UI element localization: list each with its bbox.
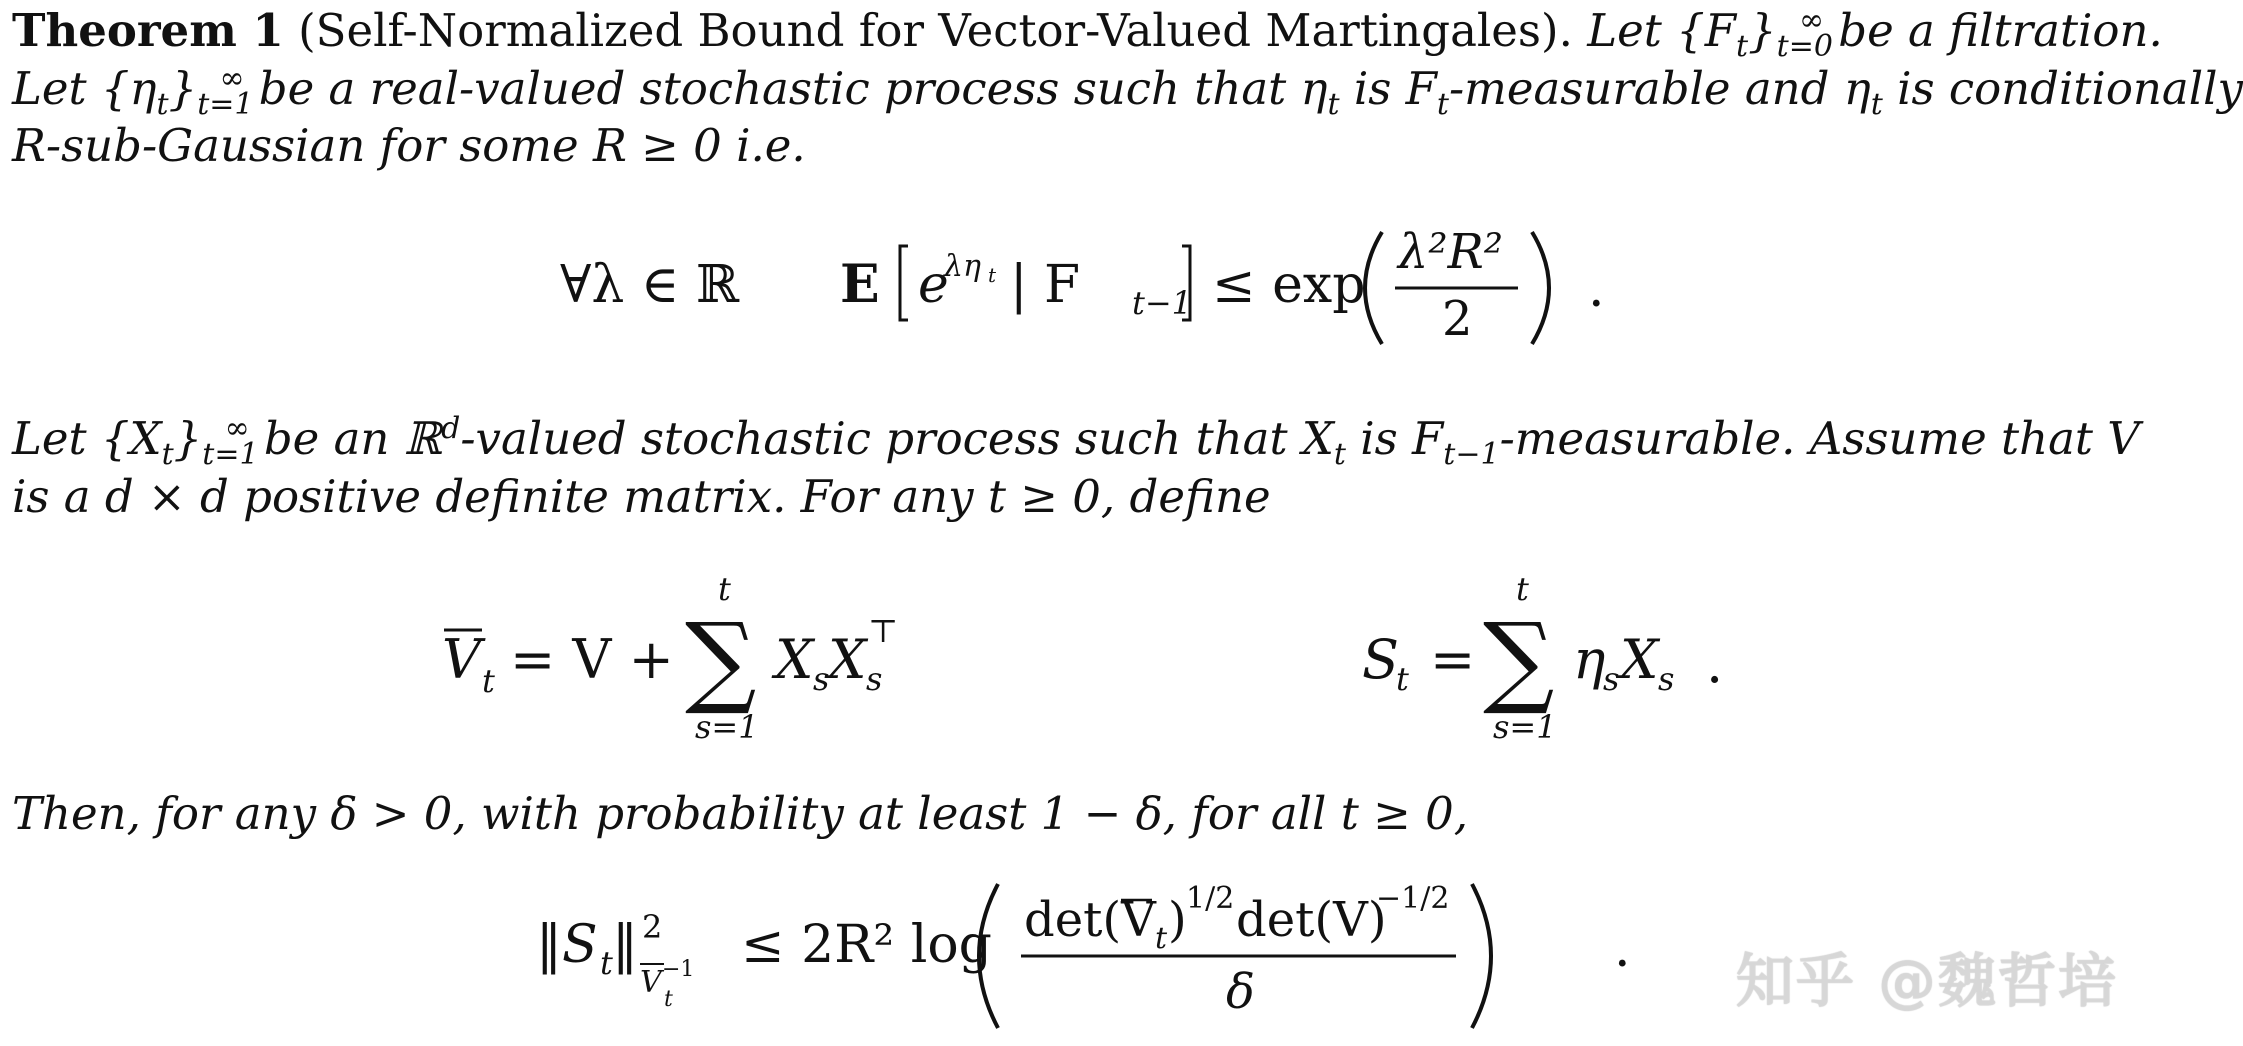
svg-text:s: s [1658,660,1675,698]
svg-text:.: . [1588,259,1605,319]
filtration-rest: be a filtration. [1823,4,2163,57]
svg-text:t: t [664,987,673,1012]
svg-text:=: = [1430,628,1476,691]
svg-text:.: . [1706,632,1724,695]
svg-text:t: t [482,662,495,700]
svg-text:≤ 2R² log: ≤ 2R² log [741,915,992,975]
svg-text:V: V [442,628,481,691]
svg-text:η: η [1573,628,1606,691]
svg-text:s=1: s=1 [695,708,759,746]
svg-text:s: s [1603,660,1620,698]
para3: Then, for any δ > 0, with probability at least 1 − δ, for all t ≥ 0, [12,787,1469,840]
svg-text:X: X [775,628,814,691]
svg-text:s: s [866,660,883,698]
para2-line-2: is a d × d positive definite matrix. For any t ≥ 0, define [12,470,1271,523]
svg-text:≤ exp: ≤ exp [1212,255,1366,315]
svg-text:S: S [1362,628,1399,691]
svg-text:−1: −1 [662,957,695,982]
filtration-start: Let {F [1587,4,1736,57]
svg-text:1/2: 1/2 [1186,881,1235,916]
svg-text:= V +: = V + [510,628,674,691]
svg-text:t: t [1155,921,1168,956]
svg-text:det(V): det(V) [1236,892,1387,948]
eq1-forall: ∀λ ∈ ℝ [560,255,740,315]
svg-text:det(V: det(V [1024,892,1156,948]
svg-text:t: t [988,263,997,287]
theorem-line-3: R-sub-Gaussian for some R ≥ 0 i.e. [12,119,806,172]
svg-text:s=1: s=1 [1493,708,1557,746]
svg-text:‖S: ‖S [536,915,598,975]
svg-text:t: t [1516,570,1529,608]
svg-text:X: X [1620,628,1659,691]
watermark: 知乎 @魏哲培 [1735,947,2118,1015]
svg-text:s: s [813,660,830,698]
svg-text:∑: ∑ [1483,601,1555,718]
equation-subgaussian [540,210,1640,360]
svg-text:λη: λη [944,249,981,284]
svg-text:⊤: ⊤ [868,612,899,650]
theorem-line-1: Theorem 1 (Self-Normalized Bound for Vector-Valued Martingales). Let $\{F_t\}_{t=0}^\infty$ be a filtration. [12,3,2163,64]
svg-text:‖: ‖ [612,915,638,975]
svg-text:∑: ∑ [685,601,757,718]
theorem-line-2: Let $\{\eta_t\}_{t=1}^\infty$ be a real-valued stochastic process such that $\eta_t$ is $F_t$-measurable and $\eta_t$ is conditionally [12,61,2243,122]
svg-text:−1/2: −1/2 [1376,881,1450,916]
eq1-expectation: E [840,254,880,315]
svg-text:e: e [918,255,949,315]
equation-bound [536,868,1696,1038]
svg-text:.: . [1614,919,1631,979]
svg-text:V: V [640,965,662,1000]
equation-definitions [430,570,1770,750]
svg-text:t−1: t−1 [1132,284,1193,322]
svg-text:): ) [1168,892,1187,948]
svg-text:δ: δ [1226,964,1255,1020]
svg-text:X: X [828,628,867,691]
svg-text:t: t [600,944,613,982]
svg-text:t: t [718,570,731,608]
svg-text:2: 2 [1442,291,1473,347]
theorem-name: (Self-Normalized Bound for Vector-Valued Martingales). [298,4,1573,57]
theorem-label: Theorem 1 [12,4,284,57]
svg-text:λ²R²: λ²R² [1398,224,1504,280]
svg-text:| F: | F [1010,255,1081,315]
svg-text:t: t [1396,660,1409,698]
svg-text:2: 2 [642,908,663,946]
para2-line-1: Let $\{X_t\}_{t=1}^\infty$ be an ℝ$^d$-valued stochastic process such that $X_t$ is $F_{t-1}$-measurable. Assume that V [12,411,2140,472]
